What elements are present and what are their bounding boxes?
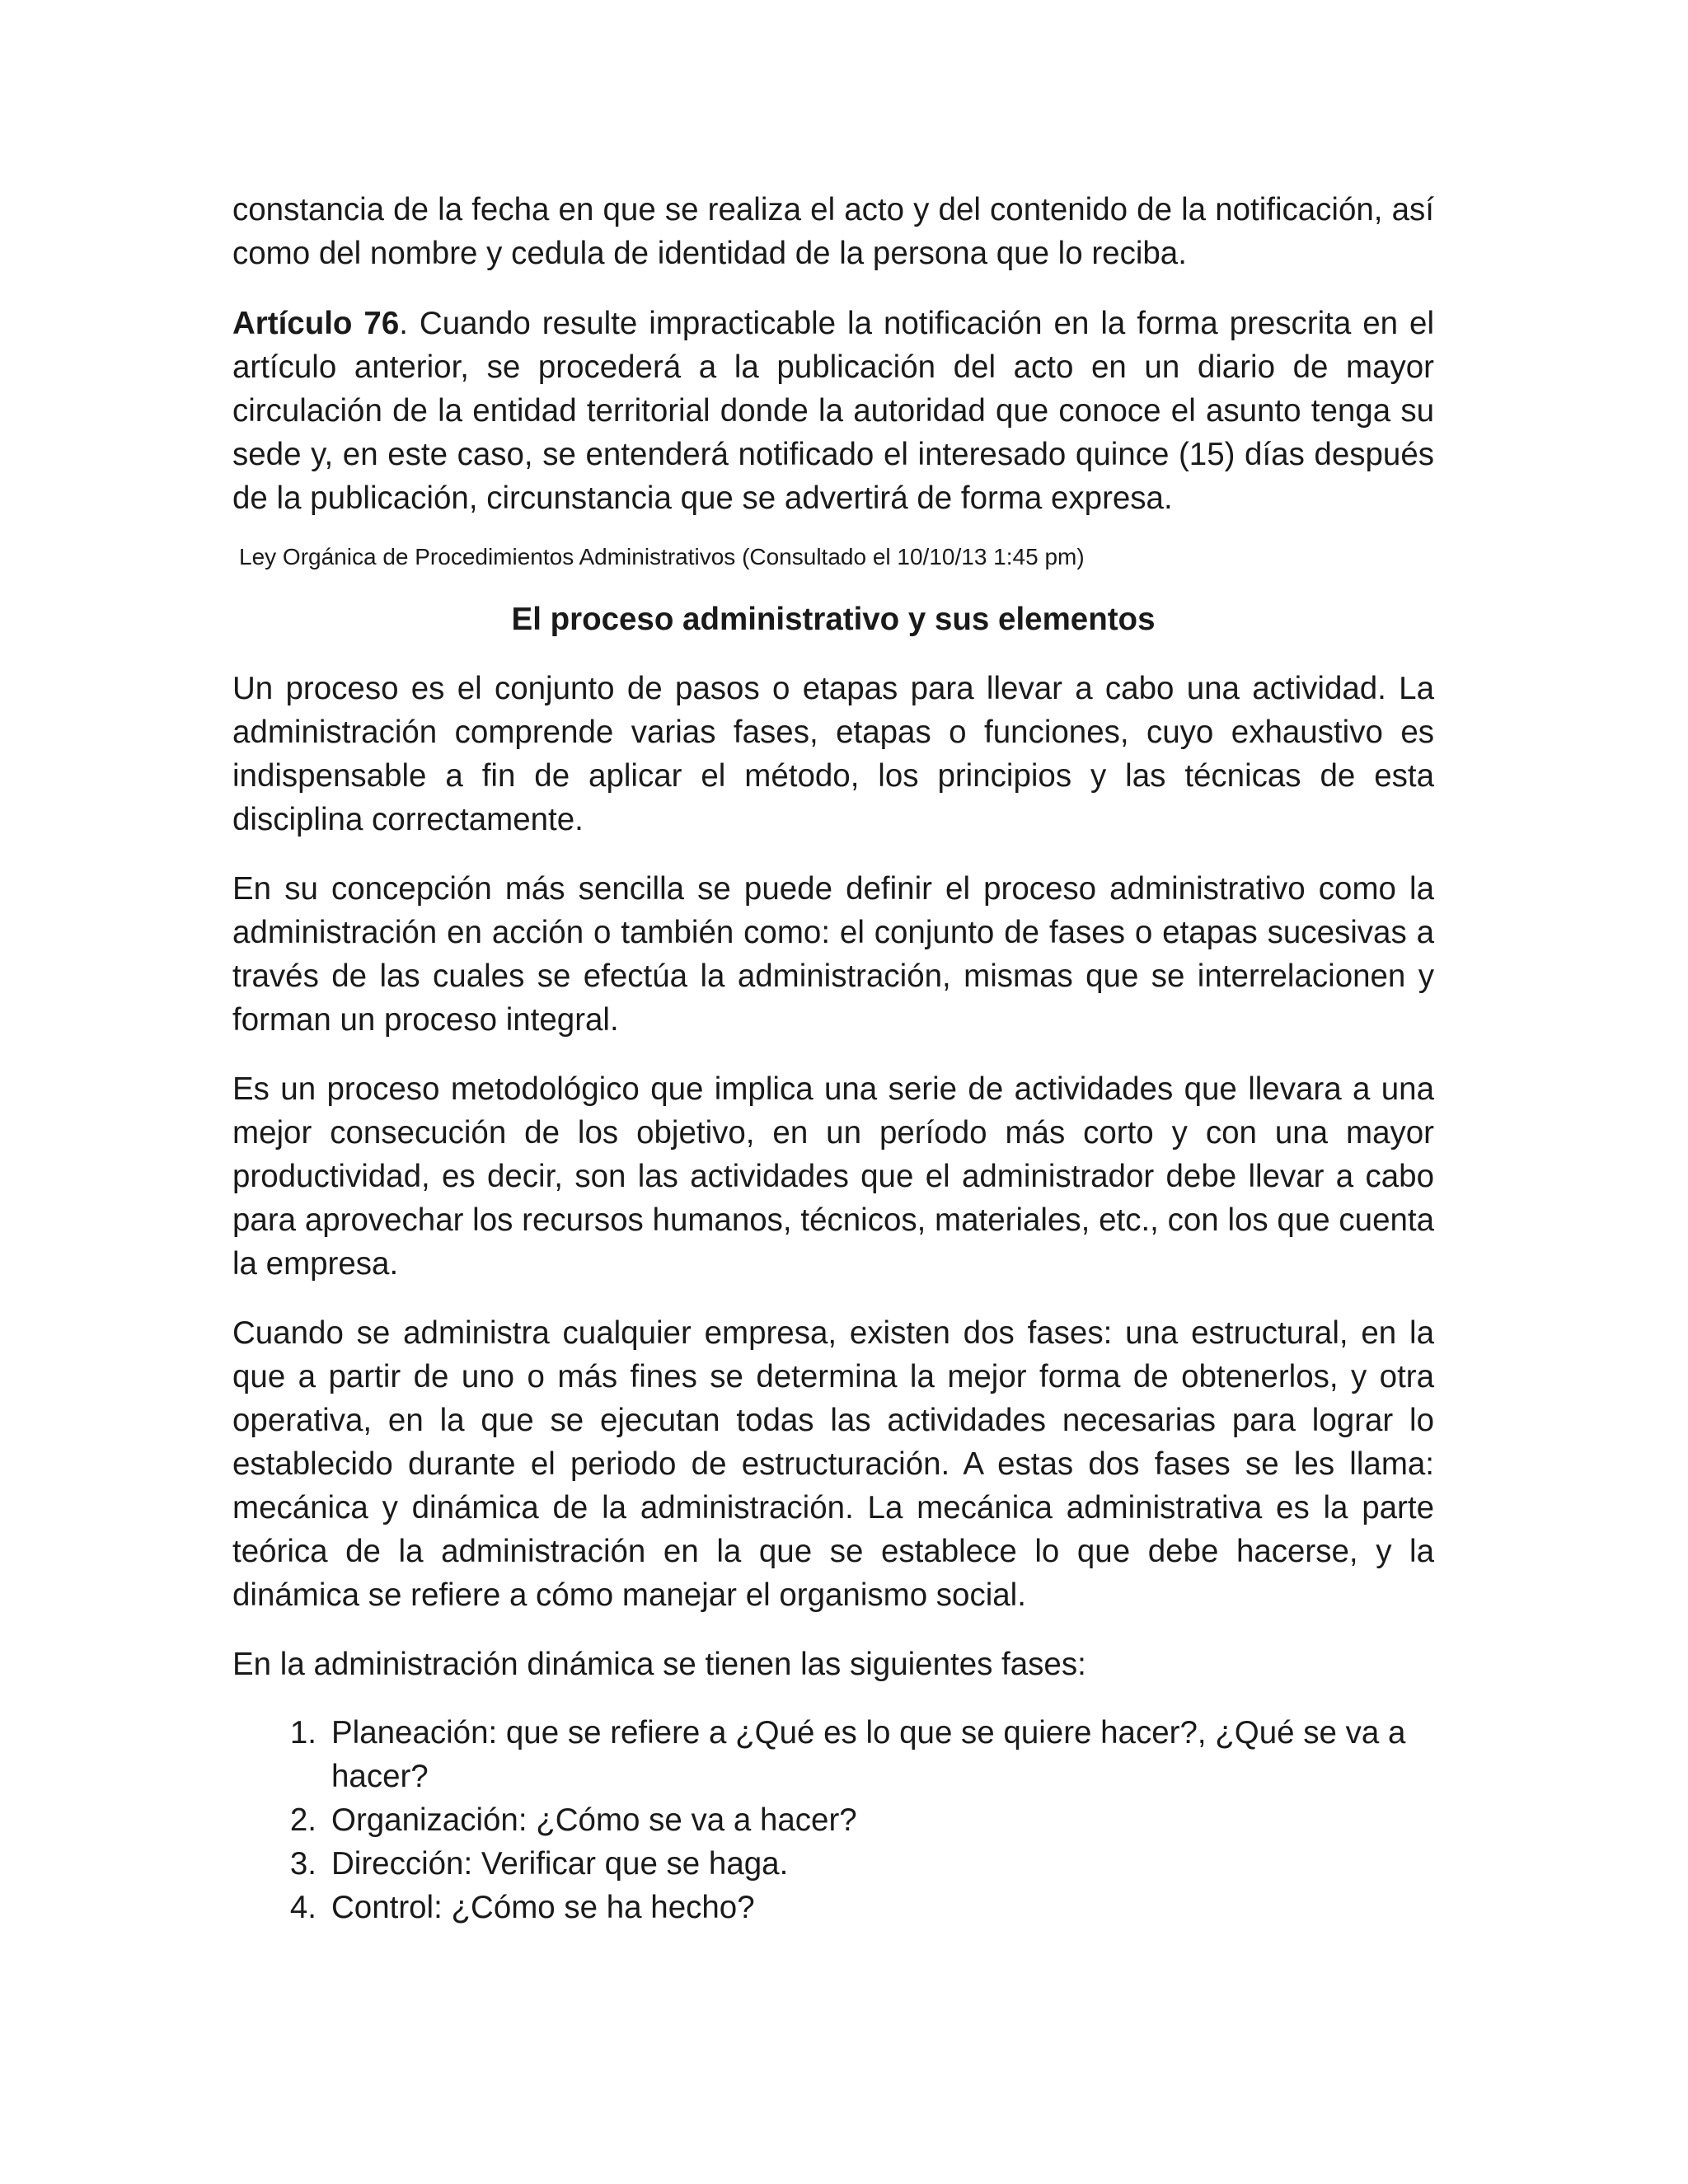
- list-item: [232, 1886, 1434, 1929]
- paragraph-process-definition: Un proceso es el conjunto de pasos o etapas para llevar a cabo una actividad. La administración comprende varias fases, etapas o funciones, cuyo exhaustivo es indispensable a fin de aplicar el método, los principios y las técnicas de esta disciplina correctamente.: [232, 671, 1434, 837]
- document-page: [232, 188, 1434, 1929]
- article-76-text: . Cuando resulte impracticable la notificación en la forma prescrita en el artículo anterior, se procederá a la publicación del acto en un diario de mayor circulación de la entidad territorial donde la autoridad que conoce el asunto tenga su sede y, en este caso, se entenderá notificado el interesado quince (15) días después de la publicación, circunstancia que se advertirá de forma expresa.: [232, 306, 1435, 516]
- list-item-number: 2.: [289, 1802, 316, 1838]
- list-item: [232, 1711, 1434, 1798]
- source-citation: Ley Orgánica de Procedimientos Administrativos (Consultado el 10/10/13 1:45 pm): [239, 544, 1085, 569]
- list-item-number: 1.: [289, 1715, 316, 1750]
- paragraph-two-phases: Cuando se administra cualquier empresa, existen dos fases: una estructural, en la que a partir de uno o más fines se determina la mejor forma de obtenerlos, y otra operativa, en la que se ejecutan todas las actividades necesarias para lograr lo establecido durante el periodo de estructuración. A estas dos fases se les llama: mecánica y dinámica de la administración. La mecánica administrativa es la parte teórica de la administración en la que se establece lo que debe hacerse, y la dinámica se refiere a cómo manejar el organismo social.: [232, 1315, 1434, 1613]
- paragraph-dynamic-phases-intro: En la administración dinámica se tienen las siguientes fases:: [232, 1647, 1086, 1682]
- list-item-text: Dirección: Verificar que se haga.: [331, 1846, 789, 1882]
- paragraph-article-76: [232, 302, 1434, 520]
- list-item: [232, 1798, 1434, 1842]
- list-item-number: 3.: [289, 1846, 316, 1882]
- article-76-label: Artículo 76: [232, 306, 400, 341]
- list-item-number: 4.: [289, 1890, 316, 1925]
- section-heading: El proceso administrativo y sus elementos: [511, 602, 1156, 637]
- list-item: [232, 1842, 1434, 1886]
- list-item-text: Planeación: que se refiere a ¿Qué es lo que se quiere hacer?, ¿Qué se va a hacer?: [331, 1715, 1406, 1794]
- list-item-text: Control: ¿Cómo se ha hecho?: [331, 1890, 755, 1925]
- list-item-text: Organización: ¿Cómo se va a hacer?: [331, 1802, 857, 1838]
- paragraph-simple-conception: En su concepción más sencilla se puede definir el proceso administrativo como la administración en acción o también como: el conjunto de fases o etapas sucesivas a través de las cuales se efectúa la administración, mismas que se interrelacionen y forman un proceso integral.: [232, 871, 1434, 1038]
- paragraph-notification-record: constancia de la fecha en que se realiza el acto y del contenido de la notificación, así como del nombre y cedula de identidad de la persona que lo reciba.: [232, 192, 1434, 271]
- paragraph-methodological-process: Es un proceso metodológico que implica una serie de actividades que llevara a una mejor consecución de los objetivo, en un período más corto y con una mayor productividad, es decir, son las actividades que el administrador debe llevar a cabo para aprovechar los recursos humanos, técnicos, materiales, etc., con los que cuenta la empresa.: [232, 1071, 1434, 1282]
- phases-list: [232, 1711, 1434, 1929]
